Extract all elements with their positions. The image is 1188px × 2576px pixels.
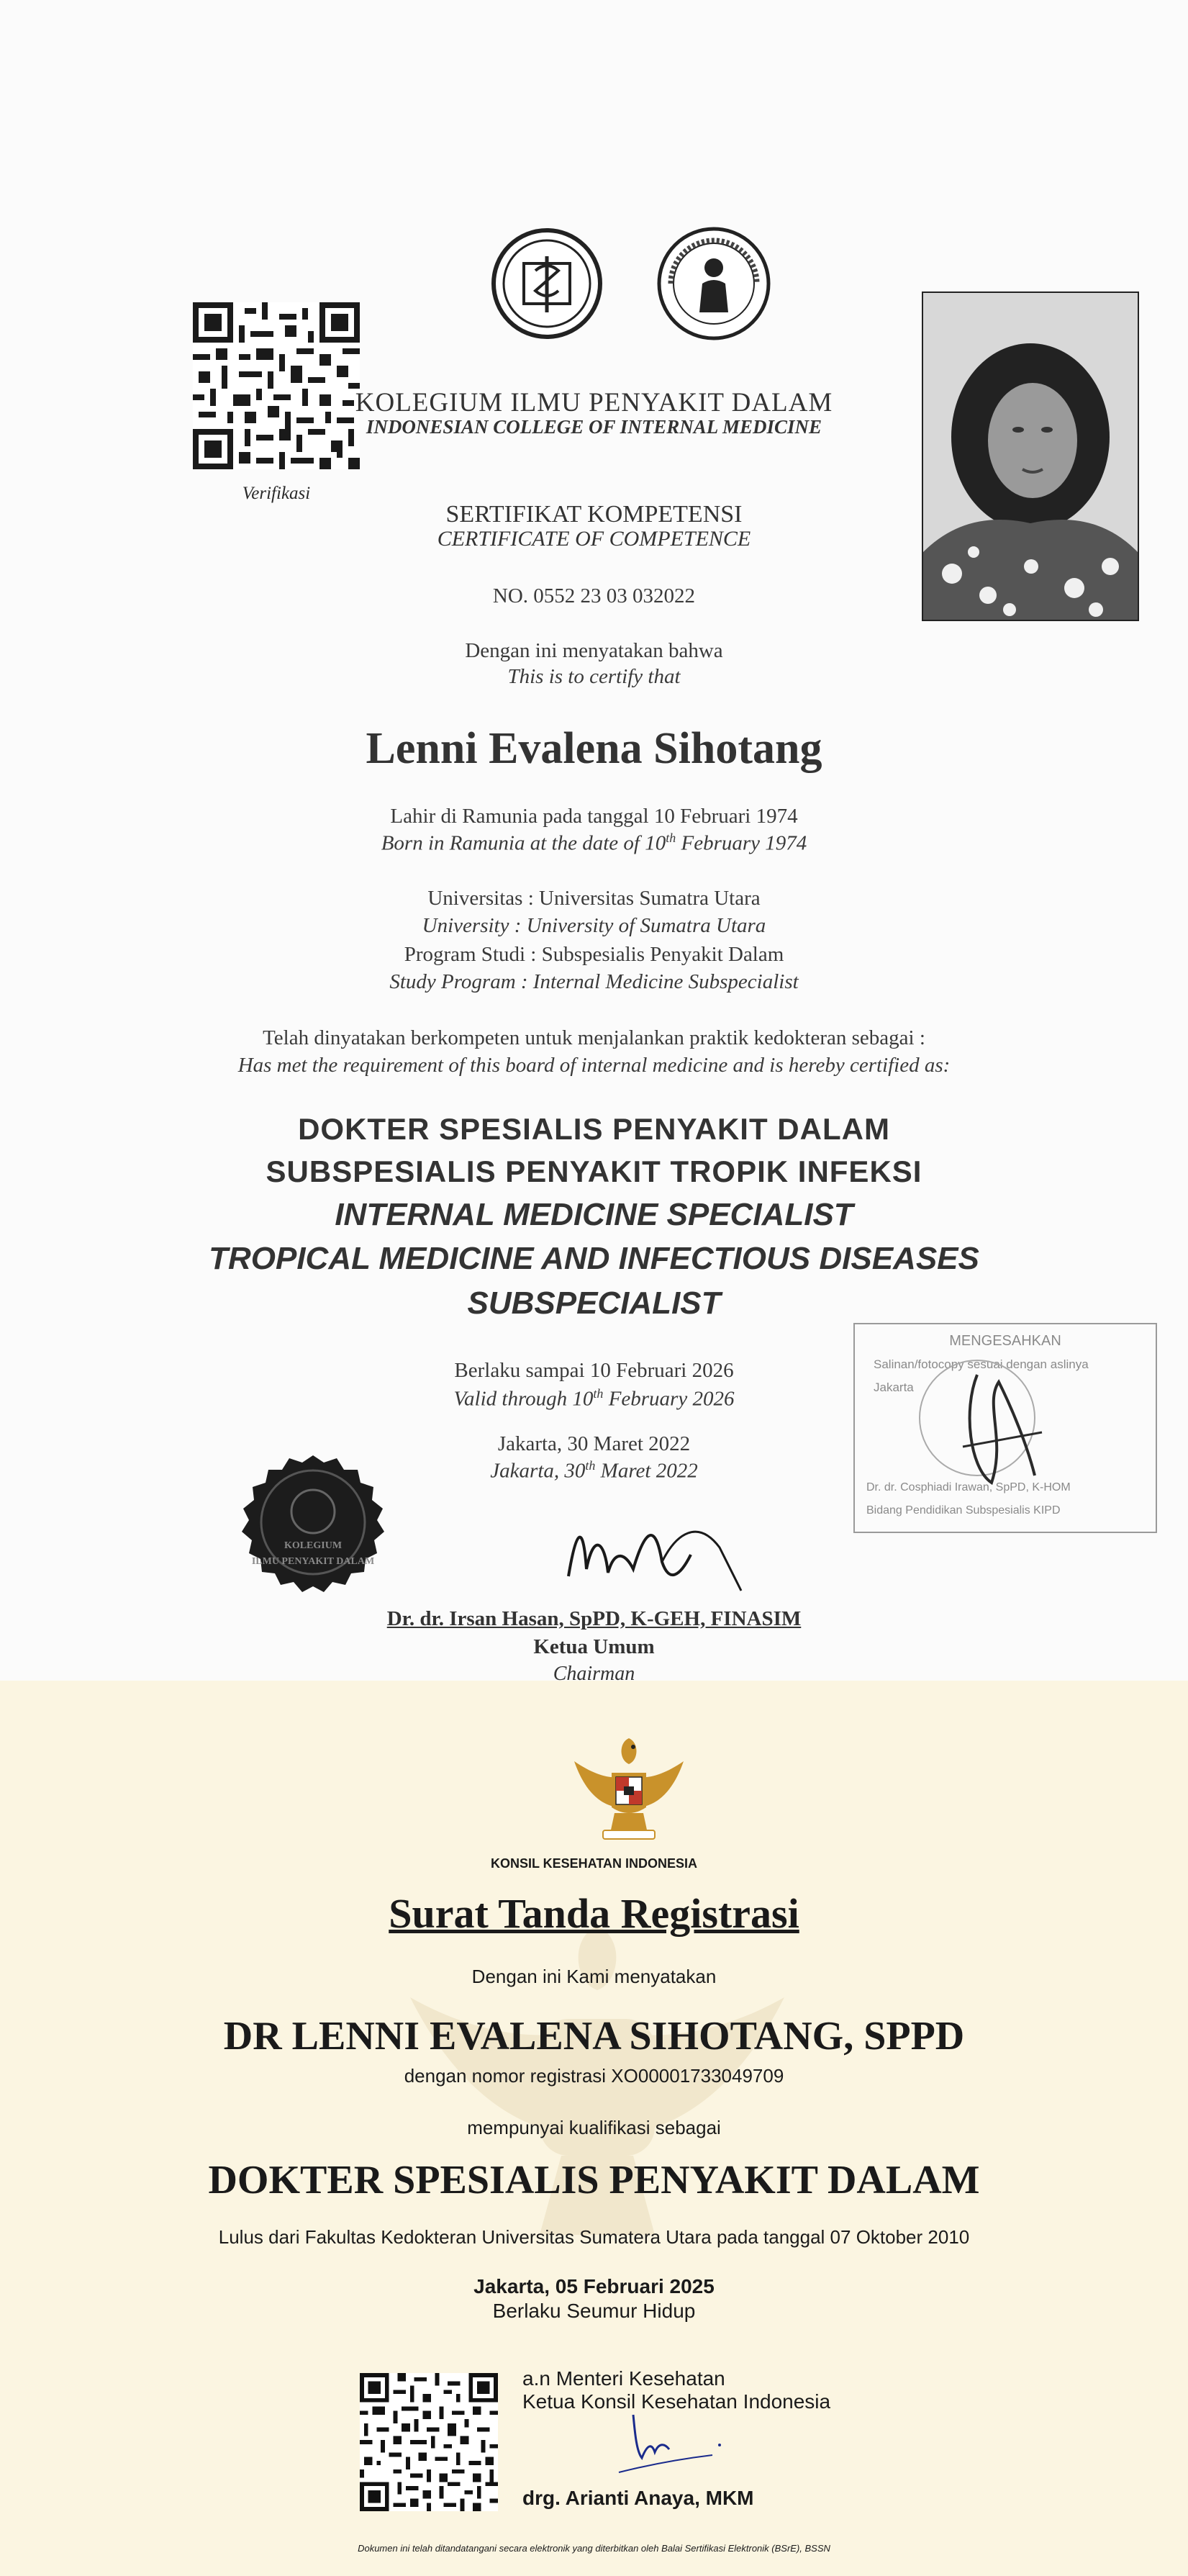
registration-number: dengan nomor registrasi XO00001733049709 xyxy=(404,2065,784,2087)
certify-intro: Dengan ini menyatakan bahwa xyxy=(465,639,723,662)
association-logo xyxy=(656,226,771,345)
competence-statement-en: Has met the requirement of this board of internal medicine and is hereby certified as: xyxy=(237,1054,951,1077)
holder-photo xyxy=(922,292,1139,621)
competence-statement: Telah dinyatakan berkompeten untuk menjalankan praktik kedokteran sebagai : xyxy=(263,1026,925,1049)
certificate-number: NO. 0552 23 03 032022 xyxy=(492,584,696,607)
study-program-en: Study Program : Internal Medicine Subspecialist xyxy=(389,970,799,993)
council-name: KONSIL KESEHATAN INDONESIA xyxy=(490,1856,698,1871)
graduation-info: Lulus dari Fakultas Kedokteran Universitas Sumatera Utara pada tanggal 07 Oktober 2010 xyxy=(218,2226,970,2248)
registration-title: Surat Tanda Registrasi xyxy=(389,1890,799,1937)
registration-intro: Dengan ini Kami menyatakan xyxy=(471,1966,717,1987)
verification-qr-code[interactable] xyxy=(193,302,360,469)
qr-caption: Verifikasi xyxy=(242,484,311,503)
certify-intro-en: This is to certify that xyxy=(507,665,681,688)
garuda-emblem xyxy=(571,1732,686,1851)
certificate-title: SERTIFIKAT KOMPETENSI xyxy=(445,501,743,528)
registrant-name: DR LENNI EVALENA SIHOTANG, SPPD xyxy=(223,2014,965,2058)
university: Universitas : Universitas Sumatra Utara xyxy=(427,887,761,910)
registration-certificate xyxy=(0,1681,1188,2576)
college-name: KOLEGIUM ILMU PENYAKIT DALAM xyxy=(355,388,833,417)
birth-info: Lahir di Ramunia pada tanggal 10 Februari 1974 xyxy=(390,805,798,828)
holder-name: Lenni Evalena Sihotang xyxy=(366,724,822,773)
qualification-intro: mempunyai kualifikasi sebagai xyxy=(467,2117,721,2138)
college-logo xyxy=(491,227,603,343)
qualification-en-line-2: TROPICAL MEDICINE AND INFECTIOUS DISEASES xyxy=(209,1241,979,1276)
chairman-signature xyxy=(554,1490,770,1609)
on-behalf-of: a.n Menteri Kesehatan xyxy=(522,2367,725,2390)
qualification-en-line-3: SUBSPECIALIST xyxy=(467,1285,721,1321)
council-signature xyxy=(604,2408,741,2490)
study-program: Program Studi : Subspesialis Penyakit Dalam xyxy=(404,943,784,966)
council-signatory: drg. Arianti Anaya, MKM xyxy=(522,2487,754,2509)
registrant-qualification: DOKTER SPESIALIS PENYAKIT DALAM xyxy=(208,2158,980,2202)
registration-qr-code[interactable] xyxy=(360,2373,498,2511)
stamp-line: Salinan/fotocopy sesuai dengan aslinya xyxy=(874,1357,1089,1371)
seal-text-1: KOLEGIUM xyxy=(284,1540,343,1551)
chairman-name: Dr. dr. Irsan Hasan, SpPD, K-GEH, FINASIM xyxy=(386,1607,802,1630)
chairman-role: Ketua Umum xyxy=(533,1635,655,1658)
validity: Berlaku Seumur Hidup xyxy=(492,2300,696,2322)
qualification-line-2: SUBSPESIALIS PENYAKIT TROPIK INFEKSI xyxy=(266,1154,922,1188)
qualification-line-1: DOKTER SPESIALIS PENYAKIT DALAM xyxy=(298,1112,890,1146)
stamp-city: Jakarta xyxy=(874,1380,914,1394)
issue-place-date: Jakarta, 05 Februari 2025 xyxy=(473,2275,715,2297)
qualification-en-line-1: INTERNAL MEDICINE SPECIALIST xyxy=(335,1197,853,1232)
stamp-signatory: Dr. dr. Cosphiadi Irawan, SpPD, K-HOM xyxy=(866,1481,1071,1493)
certificate-title-en: CERTIFICATE OF COMPETENCE xyxy=(437,527,751,551)
validity: Berlaku sampai 10 Februari 2026 xyxy=(454,1359,734,1382)
college-seal xyxy=(216,1425,410,1619)
university-en: University : University of Sumatra Utara xyxy=(422,914,766,937)
endorsement-stamp xyxy=(853,1323,1157,1533)
birth-info-en: Born in Ramunia at the date of 10th February 1974 xyxy=(381,831,807,855)
seal-text-2: ILMU PENYAKIT DALAM xyxy=(251,1556,375,1567)
electronic-signature-note: Dokumen ini telah ditandatangani secara elektronik yang diterbitkan oleh Balai Sertifikasi Elektronik (BSrE), BSSN xyxy=(358,2543,830,2554)
chairman-role-en: Chairman xyxy=(553,1663,635,1681)
validity-en: Valid through 10th February 2026 xyxy=(453,1386,735,1411)
college-name-en: INDONESIAN COLLEGE OF INTERNAL MEDICINE xyxy=(366,416,822,438)
chair-title: Ketua Konsil Kesehatan Indonesia xyxy=(522,2390,831,2413)
stamp-org: Bidang Pendidikan Subspesialis KIPD xyxy=(866,1504,1061,1517)
stamp-title: MENGESAHKAN xyxy=(949,1333,1061,1349)
issue-place-date: Jakarta, 30 Maret 2022 xyxy=(497,1432,691,1455)
issue-place-date-en: Jakarta, 30th Maret 2022 xyxy=(490,1458,698,1483)
